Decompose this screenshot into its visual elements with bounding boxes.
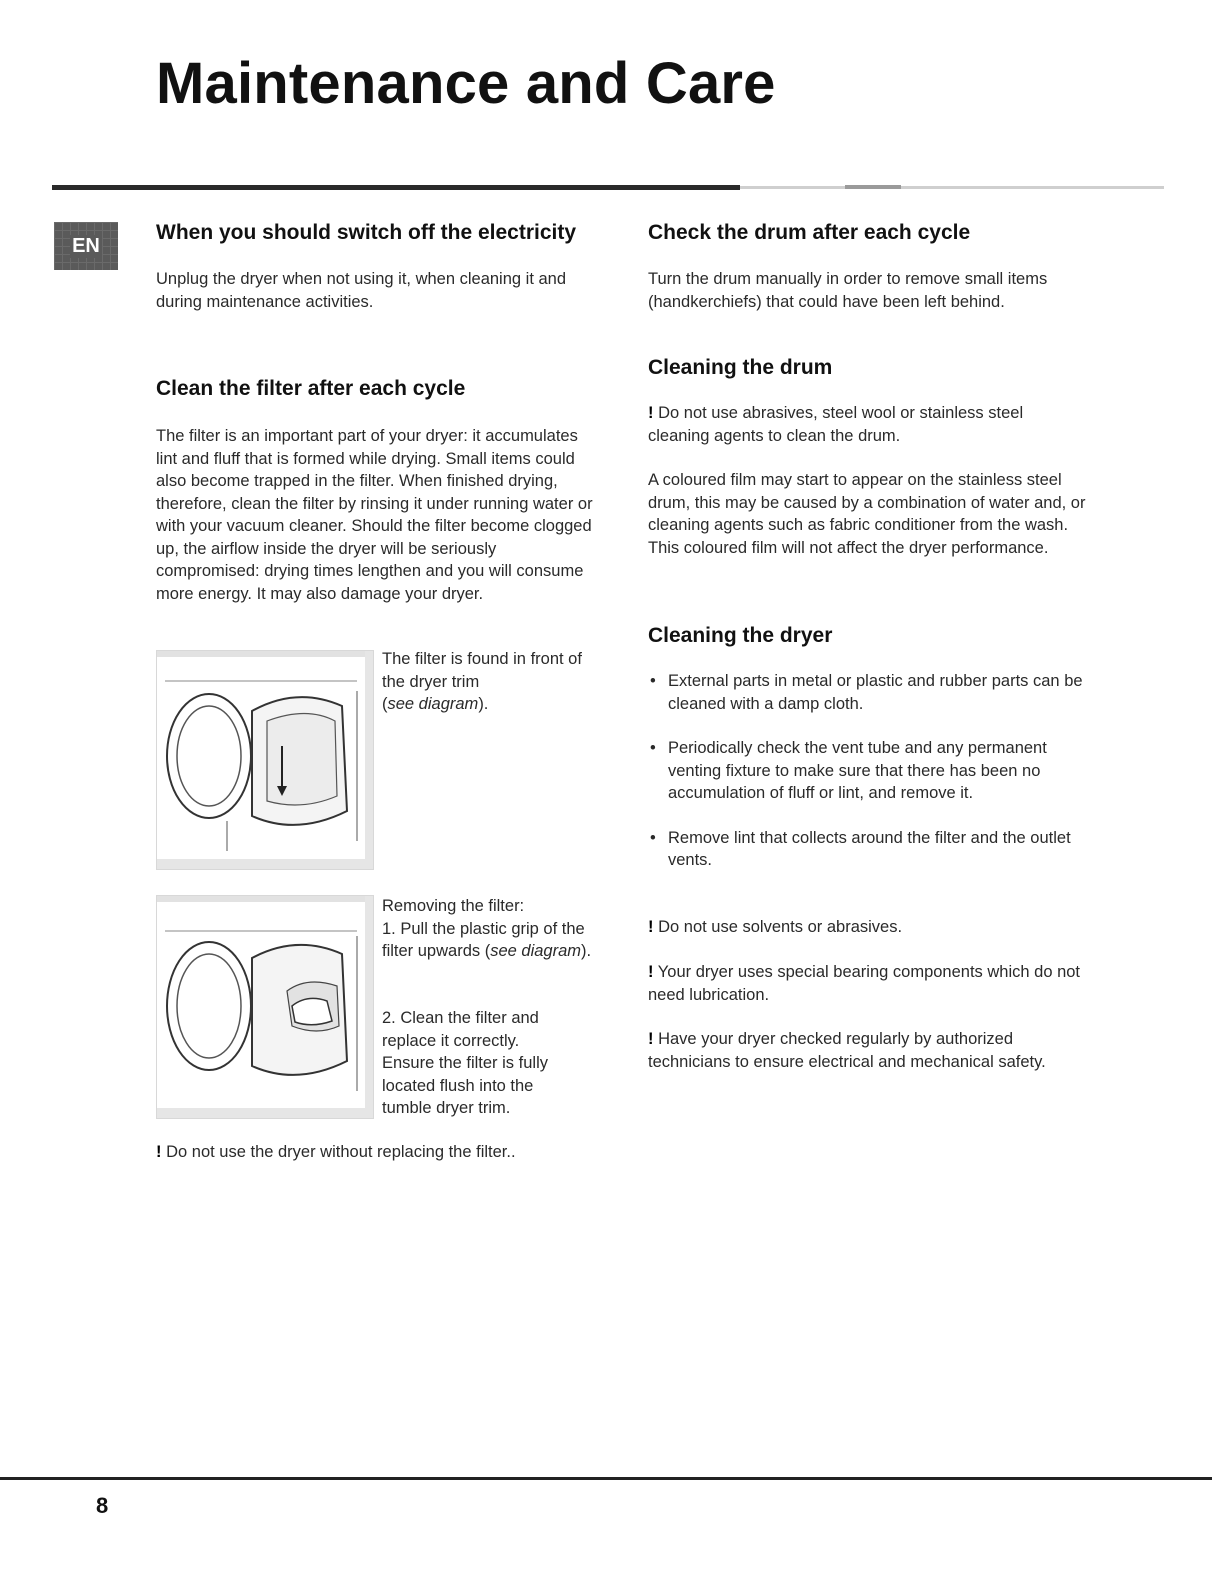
dryer-clean-list bbox=[648, 670, 1088, 894]
filter-removal-diagram bbox=[156, 895, 374, 1119]
dryer-warning-1: ! Do not use solvents or abrasives. bbox=[648, 918, 903, 936]
footer-rule bbox=[0, 1477, 1212, 1480]
drum-clean-text: A coloured film may start to appear on the stainless steel drum, this may be caused by a combination of water and, or cleaning agents such as fabric conditioner from the wash. This coloured film will not affect the dryer performance. bbox=[648, 471, 1086, 557]
filter-warning: ! Do not use the dryer without replacing the filter.. bbox=[156, 1143, 516, 1161]
drum-clean-warning: ! Do not use abrasives, steel wool or stainless steel cleaning agents to clean the drum. bbox=[648, 404, 1024, 445]
language-badge: EN bbox=[54, 222, 118, 270]
electricity-text: Unplug the dryer when not using it, when cleaning it and during maintenance activities. bbox=[156, 270, 567, 311]
filter-location-diagram bbox=[156, 650, 374, 870]
filter-text: The filter is an important part of your dryer: it accumulates lint and fluff that is formed while drying. Small items could also become trapped in the filter. When finished drying, therefore, clean the filter by rinsing it under running water or with your vacuum cleaner. Should the filter become clogged up, the airflow inside the dryer will be seriously compromised: drying times lengthen and you will consume more energy. It may also damage your dryer. bbox=[156, 427, 593, 603]
fig2-caption: Removing the filter: 1. Pull the plastic grip of the filter upwards (see diagram). bbox=[382, 897, 592, 960]
fig2-caption-ref: see diagram bbox=[490, 942, 582, 960]
dryer-warning-3: ! Have your dryer checked regularly by authorized technicians to ensure electrical and mechanical safety. bbox=[648, 1030, 1046, 1071]
fig1-caption-ref: see diagram bbox=[387, 695, 479, 713]
drum-check-heading: Check the drum after each cycle bbox=[648, 221, 971, 244]
list-item: • External parts in metal or plastic and rubber parts can be cleaned with a damp cloth. bbox=[648, 670, 1088, 715]
page-number: 8 bbox=[96, 1493, 109, 1518]
header-rule-light bbox=[740, 186, 1164, 189]
drum-check-text: Turn the drum manually in order to remove small items (handkerchiefs) that could have been left behind. bbox=[648, 270, 1048, 311]
drum-clean-heading: Cleaning the drum bbox=[648, 356, 833, 379]
header-rule-accent bbox=[845, 185, 901, 189]
list-item: • Remove lint that collects around the filter and the outlet vents. bbox=[648, 827, 1088, 872]
header-rule bbox=[52, 185, 740, 190]
filter-heading: Clean the filter after each cycle bbox=[156, 377, 466, 400]
fig1-caption: The filter is found in front of the dryer trim (see diagram). bbox=[382, 650, 582, 713]
dryer-warning-2: ! Your dryer uses special bearing components which do not need lubrication. bbox=[648, 963, 1081, 1004]
electricity-heading: When you should switch off the electricity bbox=[156, 221, 577, 244]
dryer-clean-heading: Cleaning the dryer bbox=[648, 624, 833, 647]
page-title: Maintenance and Care bbox=[156, 51, 776, 116]
list-item: • Periodically check the vent tube and any permanent venting fixture to make sure that there has been no accumulation of fluff or lint, and remove it. bbox=[648, 737, 1088, 805]
fig2-step2: 2. Clean the filter and replace it correctly. Ensure the filter is fully located flush into the tumble dryer trim. bbox=[382, 1009, 548, 1117]
